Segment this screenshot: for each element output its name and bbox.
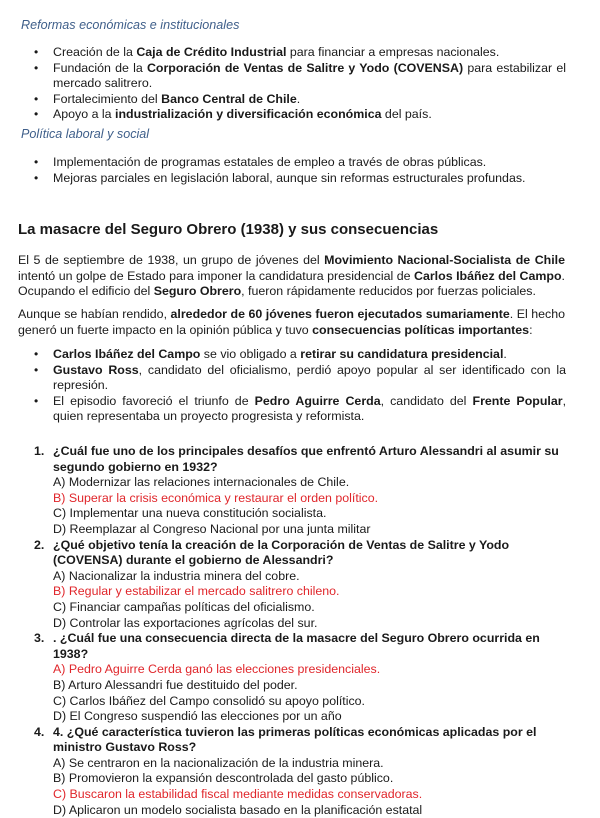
answer-option: C) Carlos Ibáñez del Campo consolidó su apoyo político. <box>53 693 365 708</box>
bullet-item: • Gustavo Ross, candidato del oficialismo, perdió apoyo popular al ser identificado con la represión. <box>34 363 566 394</box>
answer-option: D) Reemplazar al Congreso Nacional por una junta militar <box>53 521 371 536</box>
bullet-item: • Mejoras parciales en legislación laboral, aunque sin reformas estructurales profundas. <box>34 171 566 187</box>
bold-text: retirar su candidatura presidencial <box>300 347 504 361</box>
answer-option-correct: A) Pedro Aguirre Cerda ganó las elecciones presidenciales. <box>53 662 381 677</box>
bullet-item: • Implementación de programas estatales de empleo a través de obras públicas. <box>34 155 566 171</box>
question-number: 3. <box>34 631 45 646</box>
question-text: ¿Qué objetivo tenía la creación de la Corporación de Ventas de Salitre y Yodo (COVENSA) durante el gobierno de Alessandri? <box>53 537 510 568</box>
bold-text: Pedro Aguirre Cerda <box>254 393 381 408</box>
question-number: 4. <box>34 724 45 739</box>
bold-text: Carlos Ibáñez del Campo <box>414 268 562 283</box>
question-text: ¿Cuál fue uno de los principales desafíos que enfrentó Arturo Alessandri al asumir su segundo gobierno en 1932? <box>53 444 559 474</box>
bold-text: consecuencias políticas importantes <box>312 322 530 337</box>
answer-option-correct: C) Buscaron la estabilidad fiscal mediante medidas conservadoras. <box>53 787 423 802</box>
answer-option: A) Nacionalizar la industria minera del cobre. <box>53 568 300 583</box>
answer-option: D) El Congreso suspendió las elecciones por un año <box>53 709 342 724</box>
bullet-item: • Fundación de la Corporación de Ventas de Salitre y Yodo (COVENSA) para estabilizar el mercado salitrero. <box>34 61 566 92</box>
question-text: 4. ¿Qué característica tuvieron las primeras políticas económicas aplicadas por el ministro Gustavo Ross? <box>53 724 537 755</box>
answer-option: C) Implementar una nueva constitución socialista. <box>53 506 327 521</box>
bullet-item: • El episodio favoreció el triunfo de Pedro Aguirre Cerda, candidato del Frente Popular, quien representaba un proyecto progresista y reformista. <box>34 394 566 425</box>
bold-text: Caja de Crédito Industrial <box>136 45 287 59</box>
answer-option-correct: B) Superar la crisis económica y restaurar el orden político. <box>53 490 379 505</box>
answer-option: D) Controlar las exportaciones agrícolas del sur. <box>53 615 318 630</box>
massacre-paragraph-2: Aunque se habían rendido, alrededor de 60 jóvenes fueron ejecutados sumariamente. El hecho generó un fuerte impacto en la opinión pública y tuvo consecuencias políticas importantes: <box>18 307 565 337</box>
question-text: . ¿Cuál fue una consecuencia directa de la masacre del Seguro Obrero ocurrida en 1938? <box>53 631 540 661</box>
bold-text: Frente Popular <box>472 393 563 408</box>
answer-option: A) Se centraron en la nacionalización de la industria minera. <box>53 755 384 770</box>
question-number: 1. <box>34 444 45 458</box>
answer-option: B) Arturo Alessandri fue destituido del poder. <box>53 677 298 692</box>
quiz-questions <box>34 444 574 818</box>
bullet-item: • Carlos Ibáñez del Campo se vio obligado a retirar su candidatura presidencial. <box>34 347 566 363</box>
quiz-question-3 <box>34 631 574 725</box>
question-number: 2. <box>34 537 45 552</box>
bullet-item: • Apoyo a la industrialización y diversificación económica del país. <box>34 107 566 123</box>
bold-text: alrededor de 60 jóvenes fueron ejecutados sumariamente <box>170 307 510 321</box>
quiz-question-4 <box>34 725 574 818</box>
bullet-item: • Fortalecimiento del Banco Central de Chile. <box>34 92 566 108</box>
answer-option: B) Promovieron la expansión descontrolada del gasto público. <box>53 771 394 786</box>
bullet-item: • Creación de la Caja de Crédito Industrial para financiar a empresas nacionales. <box>34 45 566 61</box>
massacre-paragraph-1: El 5 de septiembre de 1938, un grupo de jóvenes del Movimiento Nacional-Socialista de Chile intentó un golpe de Estado para imponer la candidatura presidencial de Carlos Ibáñez del Campo. Ocupando el edificio del Seguro Obrero, fueron rápidamente reducidos por fuerzas policiales. <box>18 253 565 299</box>
massacre-section-title: La masacre del Seguro Obrero (1938) y sus consecuencias <box>18 221 439 238</box>
bold-text: Seguro Obrero <box>153 284 242 299</box>
answer-option-correct: B) Regular y estabilizar el mercado salitrero chileno. <box>53 584 340 599</box>
answer-option: C) Financiar campañas políticas del oficialismo. <box>53 599 315 614</box>
bold-text: Carlos Ibáñez del Campo <box>53 347 201 361</box>
bold-text: Movimiento Nacional-Socialista de Chile <box>324 253 565 267</box>
bold-text: Corporación de Ventas de Salitre y Yodo (COVENSA) <box>146 60 464 75</box>
economic-reforms-list <box>34 45 566 123</box>
labor-policy-heading: Política laboral y social <box>21 127 150 141</box>
bold-text: industrialización y diversificación económica <box>115 107 382 122</box>
quiz-question-2 <box>34 538 574 632</box>
bold-text: Banco Central de Chile <box>161 91 297 106</box>
consequences-list <box>34 347 566 425</box>
economic-reforms-heading: Reformas económicas e institucionales <box>21 18 240 32</box>
quiz-question-1 <box>34 444 574 538</box>
answer-option: D) Aplicaron un modelo socialista basado en la planificación estatal <box>53 802 423 817</box>
answer-option: A) Modernizar las relaciones internacionales de Chile. <box>53 475 350 490</box>
bold-text: Gustavo Ross <box>53 362 139 377</box>
labor-policy-list <box>34 155 566 186</box>
